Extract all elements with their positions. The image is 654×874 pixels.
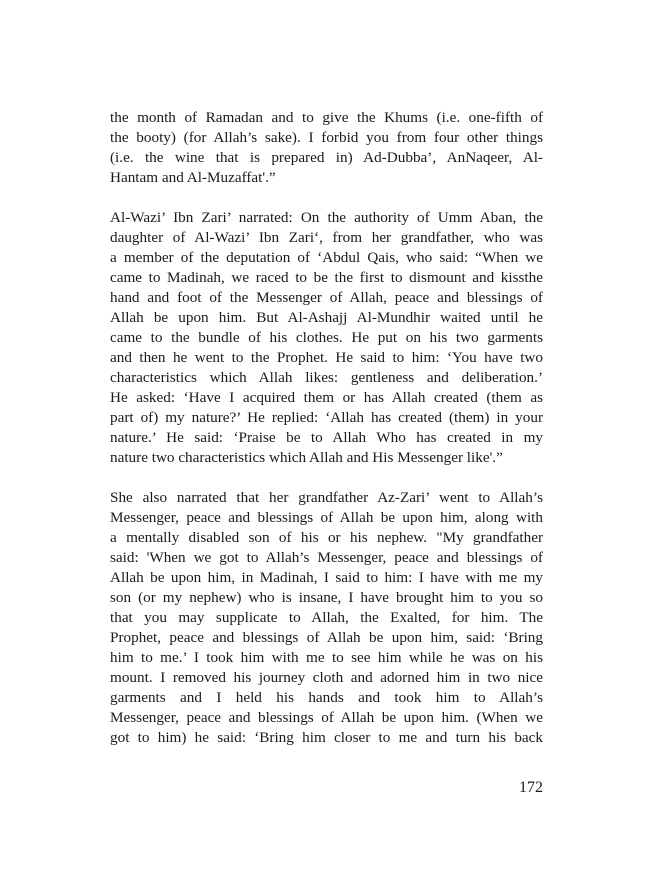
text-line: Messenger, peace and blessings of Allah be upon him, along with xyxy=(110,509,543,526)
text-line: hand and foot of the Messenger of Allah, peace and blessings of xyxy=(110,289,543,306)
text-line: son (or my nephew) who is insane, I have brought him to you so xyxy=(110,589,543,606)
text-line: Allah be upon him, in Madinah, I said to him: I have with me my xyxy=(110,569,543,586)
text-line: a mentally disabled son of his or his nephew. "My grandfather xyxy=(110,529,543,546)
text-line: daughter of Al-Wazi’ Ibn Zari‘, from her grandfather, who was xyxy=(110,229,543,246)
page-number: 172 xyxy=(519,779,543,796)
text-line: him to me.’ I took him with me to see him while he was on his xyxy=(110,649,543,666)
paragraph-3 xyxy=(110,488,543,748)
text-line: came to Madinah, we raced to be the first to dismount and kissthe xyxy=(110,269,543,286)
text-line: and then he went to the Prophet. He said to him: ‘You have two xyxy=(110,349,543,366)
text-line: came to the bundle of his clothes. He put on his two garments xyxy=(110,329,543,346)
paragraph-2 xyxy=(110,208,543,468)
text-line: that you may supplicate to Allah, the Exalted, for him. The xyxy=(110,609,543,626)
text-line: nature.’ He said: ‘Praise be to Allah Who has created in my xyxy=(110,429,543,446)
text-line: He asked: ‘Have I acquired them or has Allah created (them as xyxy=(110,389,543,406)
text-line: part of) my nature?’ He replied: ‘Allah has created (them) in your xyxy=(110,409,543,426)
text-line: (i.e. the wine that is prepared in) Ad-Dubba’, AnNaqeer, Al- xyxy=(110,149,543,166)
text-line: the booty) (for Allah’s sake). I forbid you from four other things xyxy=(110,129,543,146)
text-line: She also narrated that her grandfather Az-Zari’ went to Allah’s xyxy=(110,489,543,506)
text-line: a member of the deputation of ‘Abdul Qais, who said: “When we xyxy=(110,249,543,266)
text-line: the month of Ramadan and to give the Khums (i.e. one-fifth of xyxy=(110,109,543,126)
body-text xyxy=(110,108,543,768)
text-line: Messenger, peace and blessings of Allah be upon him. (When we xyxy=(110,709,543,726)
text-line: got to him) he said: ‘Bring him closer to me and turn his back xyxy=(110,729,543,746)
paragraph-1 xyxy=(110,108,543,188)
text-line: Prophet, peace and blessings of Allah be upon him, said: ‘Bring xyxy=(110,629,543,646)
text-line: Allah be upon him. But Al-Ashajj Al-Mundhir waited until he xyxy=(110,309,543,326)
text-line: said: 'When we got to Allah’s Messenger, peace and blessings of xyxy=(110,549,543,566)
text-line: mount. I removed his journey cloth and adorned him in two nice xyxy=(110,669,543,686)
text-line: characteristics which Allah likes: gentleness and deliberation.’ xyxy=(110,369,543,386)
text-line: Hantam and Al-Muzaffat'.” xyxy=(110,169,276,186)
text-line: Al-Wazi’ Ibn Zari’ narrated: On the authority of Umm Aban, the xyxy=(110,209,543,226)
text-line: garments and I held his hands and took him to Allah’s xyxy=(110,689,543,706)
text-line: nature two characteristics which Allah and His Messenger like'.” xyxy=(110,449,503,466)
